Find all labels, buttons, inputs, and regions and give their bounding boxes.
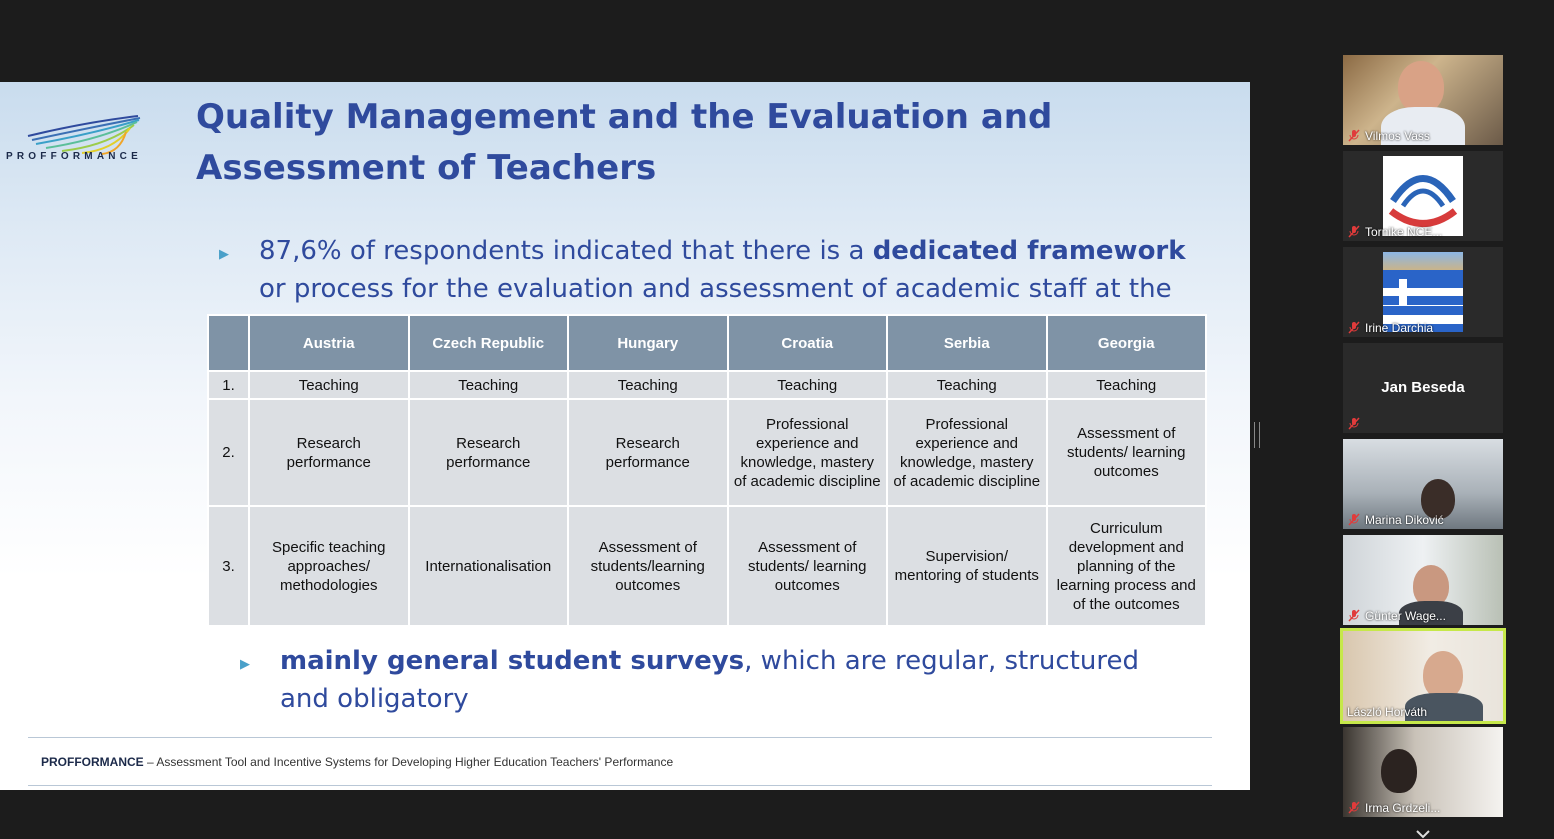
footer-divider [28, 785, 1212, 786]
participant-name: László Horváth [1347, 705, 1428, 719]
participant-tile-gunter[interactable] [1343, 535, 1503, 625]
participant-name: Irine Darchia [1365, 321, 1434, 335]
table-header: Georgia [1047, 315, 1207, 371]
table-header [208, 315, 249, 371]
participant-video-face [1398, 61, 1444, 113]
bullet-arrow-icon: ▶ [240, 657, 250, 672]
chevron-down-icon[interactable] [1415, 829, 1431, 839]
participant-name: Marina Diković [1365, 513, 1444, 527]
table-cell: Teaching [568, 371, 728, 399]
table-row [208, 371, 1206, 399]
shared-slide [0, 82, 1250, 790]
table-header: Austria [249, 315, 409, 371]
table-cell: Research performance [249, 399, 409, 506]
table-cell: Research performance [409, 399, 569, 506]
profile-picture-flag [1383, 252, 1463, 332]
participant-video-face [1381, 749, 1417, 793]
table-cell: Teaching [249, 371, 409, 399]
participant-name: Vilmos Vass [1365, 129, 1430, 143]
table-cell: Curriculum development and planning of the learning process and of the outcomes [1047, 506, 1207, 626]
table-header: Croatia [728, 315, 888, 371]
participant-tile-jan-beseda[interactable] [1343, 343, 1503, 433]
table-cell: Specific teaching approaches/ methodologies [249, 506, 409, 626]
table-cell: 1. [208, 371, 249, 399]
table-header: Hungary [568, 315, 728, 371]
bullet-framework: 87,6% of respondents indicated that there is a dedicated framework or process for the evaluation and assessment of academic staff at the [259, 236, 1186, 304]
table-cell: Teaching [1047, 371, 1207, 399]
participant-tile-laszlo-horvath-active-speaker[interactable] [1340, 628, 1506, 724]
table-cell: Professional experience and knowledge, mastery of academic discipline [887, 399, 1047, 506]
slide-footer: PROFFORMANCE – Assessment Tool and Incentive Systems for Developing Higher Education Teachers' Performance [41, 755, 674, 769]
mic-muted-icon [1348, 129, 1360, 142]
logo-wordmark: PROFFORMANCE [6, 151, 142, 162]
participant-name: Tornike NCE... [1365, 225, 1443, 239]
table-cell: Teaching [728, 371, 888, 399]
participant-tile-tornike[interactable] [1343, 151, 1503, 241]
table-row [208, 399, 1206, 506]
footer-divider [28, 737, 1212, 738]
table-header: Czech Republic [409, 315, 569, 371]
organization-logo-icon [1383, 156, 1463, 236]
table-cell: Assessment of students/ learning outcomes [728, 506, 888, 626]
table-cell: Professional experience and knowledge, mastery of academic discipline [728, 399, 888, 506]
table-cell: Internationalisation [409, 506, 569, 626]
mic-muted-icon [1348, 321, 1360, 334]
participant-tile-irma[interactable] [1343, 727, 1503, 817]
table-cell: Teaching [887, 371, 1047, 399]
participant-video-face [1423, 651, 1463, 699]
table-header: Serbia [887, 315, 1047, 371]
mic-muted-icon [1348, 513, 1360, 526]
slide-title: Quality Management and the Evaluation and Assessment of Teachers [196, 97, 1053, 188]
mic-muted-icon [1348, 417, 1360, 430]
table-row [208, 506, 1206, 626]
table-cell: 3. [208, 506, 249, 626]
participant-tile-irine-darchia[interactable] [1343, 247, 1503, 337]
table-cell: 2. [208, 399, 249, 506]
participant-name-centered: Jan Beseda [1381, 379, 1465, 396]
table-header-row [208, 315, 1206, 371]
table-cell: Assessment of students/ learning outcomes [1047, 399, 1207, 506]
mic-muted-icon [1348, 609, 1360, 622]
participant-tile-vilmos-vass[interactable] [1343, 55, 1503, 145]
table-cell: Research performance [568, 399, 728, 506]
table-cell: Teaching [409, 371, 569, 399]
mic-muted-icon [1348, 225, 1360, 238]
bullet-surveys: mainly general student surveys, which are regular, structured and obligatory [280, 646, 1139, 714]
participant-name: Irma Grdzeli... [1365, 801, 1441, 815]
mic-muted-icon [1348, 801, 1360, 814]
country-comparison-table [207, 314, 1207, 627]
participant-tile-marina-dikovic[interactable] [1343, 439, 1503, 529]
panel-resize-handle[interactable] [1254, 422, 1260, 448]
table-cell: Assessment of students/learning outcomes [568, 506, 728, 626]
participant-name: Günter Wage... [1365, 609, 1446, 623]
bullet-arrow-icon: ▶ [219, 247, 229, 262]
table-cell: Supervision/ mentoring of students [887, 506, 1047, 626]
